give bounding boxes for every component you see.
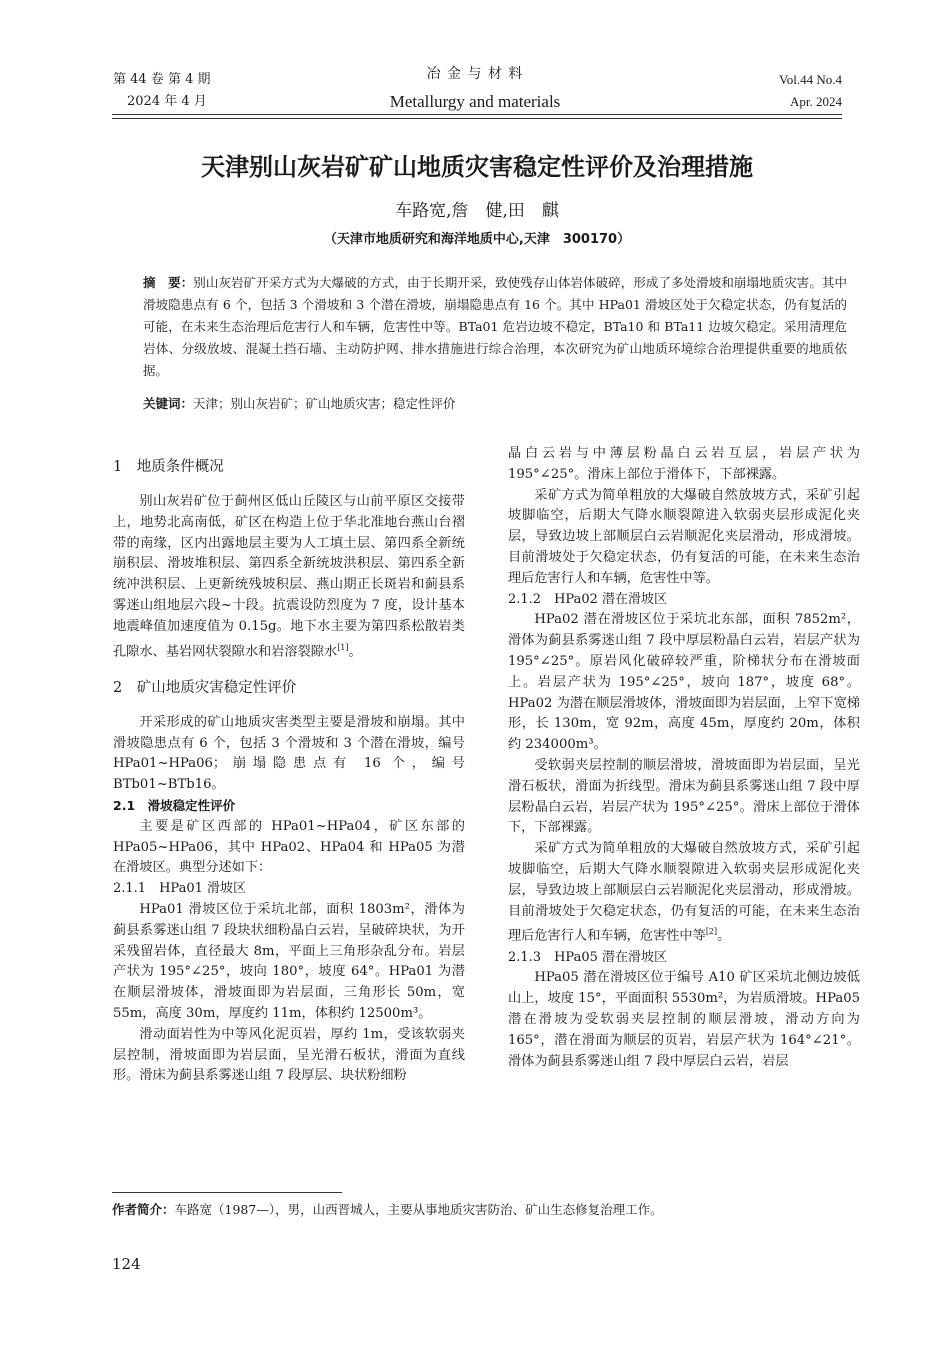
left-column (113, 442, 465, 1087)
article-title: 天津别山灰岩矿矿山地质灾害稳定性评价及治理措施 (201, 153, 753, 181)
section-2-1-1-paragraph-1: HPa01 滑坡区位于采坑北部，面积 1803m²，滑体为蓟县系雾迷山组 7 段块状细粉晶白云岩，呈破碎块状，为开采残留岩体，直径最大 8m，平面上三角形杂乱分布。岩层产状为 195°∠25°，坡向 180°，坡度 64°。HPa01 为潜在顺层滑坡体，滑坡面即为岩层面，三角形长 50m，宽 55m，高度 30m，厚度约 11m，体积约 12500m³。 (113, 901, 465, 1021)
footnote-rule (112, 1192, 342, 1193)
abstract-label: 摘 要： (143, 275, 194, 290)
date-en: Apr. 2024 (790, 94, 842, 109)
right-column (508, 444, 860, 1072)
volume-issue-en: Vol.44 No.4 (779, 72, 842, 87)
section-2-1-2-paragraph-1: HPa02 潜在滑坡区位于采坑北东部，面积 7852m²，滑体为蓟县系雾迷山组 7 段中厚层粉晶白云岩，岩层产状为 195°∠25°。原岩风化破碎较严重，阶梯状分布在滑坡面上。岩层产状为 195°∠25°，坡向 187°，坡度 68°。HPa02 为潜在顺层滑坡体，滑坡面即为岩层面，上窄下宽梯形，长 130m，宽 92m，高度 45m，厚度约 20m，体积约 234000m³。 (508, 612, 860, 753)
journal-title-en: Metallurgy and materials (389, 92, 561, 111)
section-1-text: 别山灰岩矿位于蓟州区低山丘陵区与山前平原区交接带上，地势北高南低，矿区在构造上位于华北准地台燕山台褶带的南缘，区内出露地层主要为人工填土层、第四系全新统崩积层、滑坡堆积层、第四系全新统坡洪积层、第四系全新统冲洪积层、上更新统残坡积层、燕山期正长斑岩和蓟县系雾迷山组地层六段~十段。抗震设防烈度为 7 度，设计基本地震峰值加速度值为 0.15g。地下水主要为第四系松散岩类孔隙水、基岩网状裂隙水和岩溶裂隙水 (113, 494, 465, 659)
section-1-heading: 1 地质条件概况 (113, 459, 224, 475)
date-cn: 2024 年 4 月 (127, 94, 207, 109)
author-bio-text: 车路宽（1987—），男，山西晋城人，主要从事地质灾害防治、矿山生态修复治理工作。 (174, 1202, 663, 1217)
section-2-1-heading: 2.1 滑坡稳定性评价 (113, 797, 236, 813)
keywords-label: 关键词： (143, 396, 194, 411)
keywords (143, 394, 847, 414)
header-rule (112, 114, 842, 115)
section-2-1-1-paragraph-3: 采矿方式为简单粗放的大爆破自然放坡方式，采矿引起坡脚临空，后期大气降水顺裂隙进入软弱夹层形成泥化夹层，导致边坡上部顺层白云岩顺泥化夹层滑动，形成滑坡。目前滑坡处于欠稳定状态，仍有复活的可能，在未来生态治理后危害行人和车辆，危害性中等。 (508, 487, 860, 586)
section-2-1-2-paragraph-3 (508, 839, 860, 947)
citation-2: [2] (705, 927, 718, 937)
author-bio (112, 1200, 842, 1220)
continued-paragraph: 晶白云岩与中薄层粉晶白云岩互层，岩层产状为 195°∠25°。滑床上部位于滑体下，下部裸露。 (508, 446, 860, 482)
section-2-1-2-end: 。 (717, 928, 731, 944)
section-1-end: 。 (348, 643, 362, 659)
section-2-1-3-paragraph: HPa05 潜在滑坡区位于编号 A10 矿区采坑北侧边坡低山上，坡度 15°，平面面积 5530m²，为岩质滑坡。HPa05 潜在滑坡为受软弱夹层控制的顺层滑坡，滑动方向为 165°，潜在滑面为顺层的页岩，岩层产状为 164°∠21°。滑体为蓟县系雾迷山组 7 段中厚层白云岩，岩层 (508, 970, 860, 1069)
section-1-paragraph (113, 492, 465, 663)
section-2-1-1-paragraph-2: 滑动面岩性为中等风化泥页岩，厚约 1m，受该软弱夹层控制，滑坡面即为岩层面，呈光滑石板状，滑面为直线形。滑床为蓟县系雾迷山组 7 段厚层、块状粉细粉 (113, 1026, 465, 1084)
author-bio-label: 作者简介： (112, 1202, 175, 1217)
section-2-1-2-heading: 2.1.2 HPa02 潜在滑坡区 (508, 591, 668, 607)
citation-1: [1] (337, 642, 349, 652)
section-2-paragraph: 开采形成的矿山地质灾害类型主要是滑坡和崩塌。其中滑坡隐患点有 6 个，包括 3 个滑坡和 3 个潜在滑坡，编号 HPa01~HPa06；崩塌隐患点有 16 个，编号 BTb01~BTb16。 (113, 714, 465, 793)
abstract-text: 别山灰岩矿开采方式为大爆破的方式，由于长期开采，致使残存山体岩体破碎，形成了多处滑坡和崩塌地质灾害。其中滑坡隐患点有 6 个，包括 3 个滑坡和 3 个潜在滑坡，崩塌隐患点有 16 个。其中 HPa01 滑坡区处于欠稳定状态，仍有复活的可能，在未来生态治理后危害行人和车辆，危害性中等。BTa01 危岩边坡不稳定，BTa10 和 BTa11 边坡欠稳定。采用清理危岩体、分级放坡、混凝土挡石墙、主动防护网、排水措施进行综合治理，本次研究为矿山地质环境综合治理提供重要的地质依据。 (143, 275, 847, 378)
section-2-1-3-heading: 2.1.3 HPa05 潜在滑坡区 (508, 949, 668, 965)
journal-title-cn: 冶 金 与 材 料 (426, 66, 524, 82)
keywords-text: 天津；别山灰岩矿；矿山地质灾害；稳定性评价 (193, 396, 456, 411)
abstract (143, 272, 847, 382)
header-rule-thin (112, 118, 842, 119)
authors: 车路宽,詹 健,田 麒 (395, 201, 559, 221)
volume-issue-cn: 第 44 卷 第 4 期 (113, 72, 211, 87)
section-2-heading: 2 矿山地质灾害稳定性评价 (113, 679, 297, 696)
section-2-1-paragraph: 主要是矿区西部的 HPa01~HPa04，矿区东部的 HPa05~HPa06，其中 HPa02、HPa04 和 HPa05 为潜在滑坡区。典型分述如下： (113, 818, 465, 876)
section-2-1-1-heading: 2.1.1 HPa01 滑坡区 (113, 881, 247, 897)
section-2-1-2-text: 采矿方式为简单粗放的大爆破自然放坡方式，采矿引起坡脚临空，后期大气降水顺裂隙进入软弱夹层形成泥化夹层，导致边坡上部顺层白云岩顺泥化夹层滑动，形成滑坡。目前滑坡处于欠稳定状态，仍有复活的可能，在未来生态治理后危害行人和车辆，危害性中等 (508, 841, 860, 944)
affiliation: （天津市地质研究和海洋地质中心,天津 300170） (323, 232, 631, 247)
page-number: 124 (112, 1255, 141, 1273)
section-2-1-2-paragraph-2: 受软弱夹层控制的顺层滑坡，滑坡面即为岩层面，呈光滑石板状，滑面为折线型。滑床为蓟县系雾迷山组 7 段中厚层粉晶白云岩，岩层产状为 195°∠25°。滑床上部位于滑体下，下部裸露。 (508, 757, 860, 836)
